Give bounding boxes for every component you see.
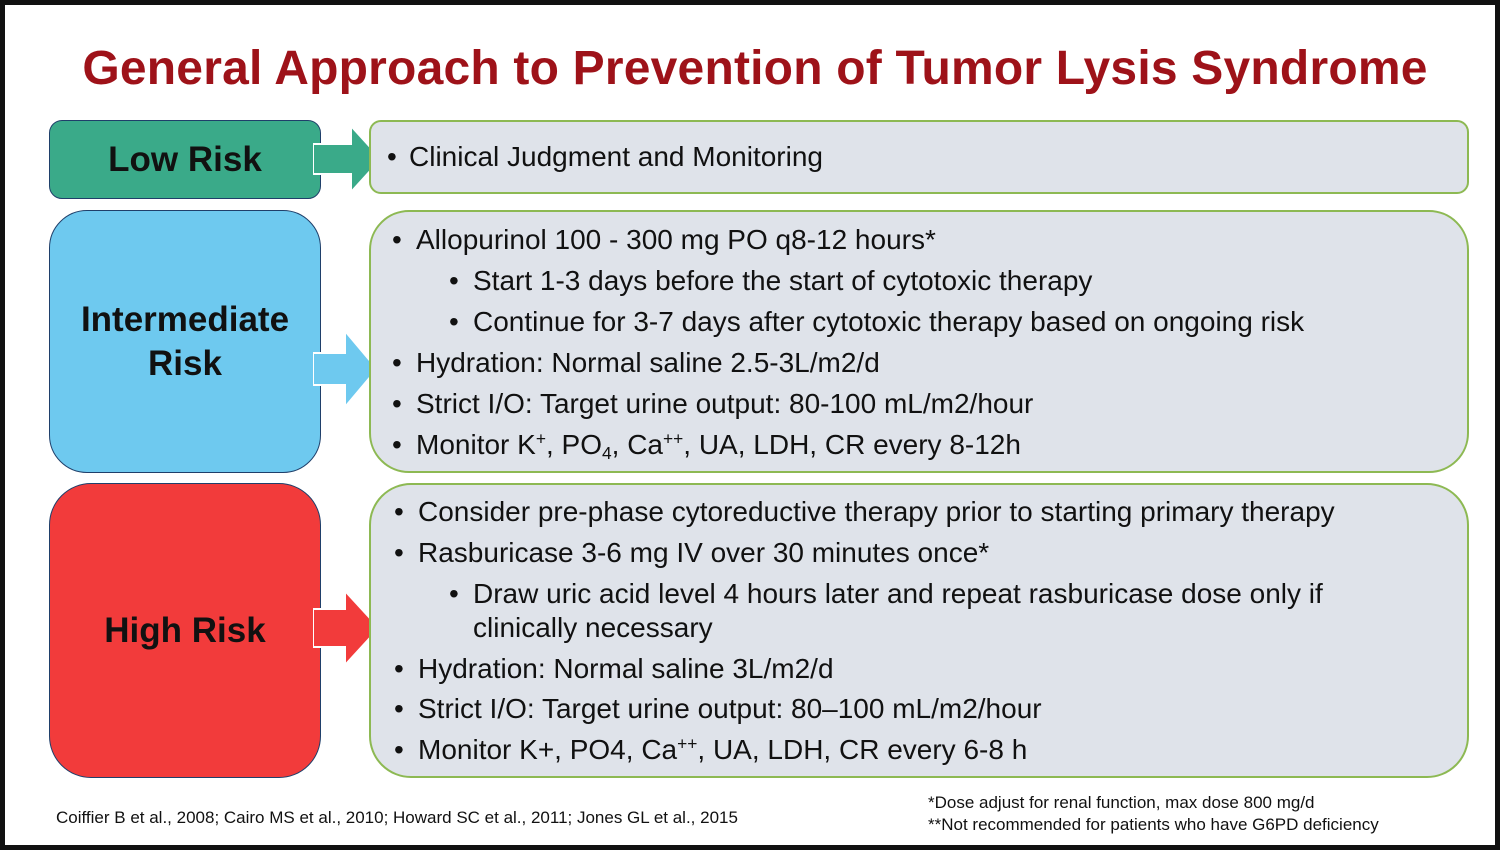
bullet-dot: • — [394, 693, 404, 724]
bullet-dot: • — [387, 141, 397, 172]
references: Coiffier B et al., 2008; Cairo MS et al., 2010; Howard SC et al., 2011; Jones GL et al., 2015 — [56, 808, 738, 827]
bullet-dot: • — [392, 429, 402, 460]
high-bullet-2a — [449, 577, 1433, 645]
intermediate-bullet-2 — [392, 346, 880, 380]
footnote-dose: *Dose adjust for renal function, max dose 800 mg/d — [928, 793, 1315, 812]
high-bullet-4-text: Strict I/O: Target urine output: 80–100 mL/m2/hour — [418, 693, 1042, 724]
intermediate-risk-label-line1: Intermediate — [80, 299, 290, 339]
high-bullet-3-text: Hydration: Normal saline 3L/m2/d — [418, 653, 834, 684]
bullet-dot: • — [449, 578, 459, 609]
high-bullet-5-text: Monitor K+, PO4, Ca++, UA, LDH, CR every 6-8 h — [418, 733, 1028, 765]
bullet-dot: • — [392, 224, 402, 255]
intermediate-bullet-1b — [449, 305, 1305, 339]
footnotes — [928, 792, 1379, 836]
intermediate-bullet-2-text: Hydration: Normal saline 2.5-3L/m2/d — [416, 347, 880, 378]
slide-title: General Approach to Prevention of Tumor Lysis Syndrome — [82, 42, 1428, 95]
intermediate-risk-label-line2: Risk — [148, 343, 222, 383]
intermediate-risk-content — [369, 210, 1469, 473]
high-bullet-2 — [394, 536, 990, 570]
bullet-dot: • — [394, 537, 404, 568]
high-bullet-2a-text: Draw uric acid level 4 hours later and repeat rasburicase dose only if clinically necessary — [473, 578, 1323, 643]
low-risk-label: Low Risk — [108, 139, 262, 179]
intermediate-bullet-3 — [392, 387, 1034, 421]
intermediate-bullet-4 — [392, 428, 1021, 464]
bullet-dot: • — [394, 734, 404, 765]
intermediate-bullet-4-text: Monitor K+, $PO_4$, Ca++, UA, LDH, CR every 8-12h — [416, 428, 1021, 464]
intermediate-bullet-1 — [392, 223, 936, 257]
intermediate-bullet-1b-text: Continue for 3-7 days after cytotoxic therapy based on ongoing risk — [473, 306, 1305, 337]
intermediate-risk-box — [49, 210, 321, 473]
low-risk-bullet — [387, 140, 823, 174]
low-risk-bullet-text: Clinical Judgment and Monitoring — [409, 141, 823, 172]
bullet-dot: • — [394, 496, 404, 527]
high-bullet-3 — [394, 652, 834, 686]
bullet-dot: • — [392, 347, 402, 378]
high-bullet-2-text: Rasburicase 3-6 mg IV over 30 minutes once* — [418, 537, 990, 568]
high-bullet-1 — [394, 495, 1335, 529]
intermediate-bullet-1a-text: Start 1-3 days before the start of cytotoxic therapy — [473, 265, 1093, 296]
high-bullet-5 — [394, 733, 1028, 767]
bullet-dot: • — [392, 388, 402, 419]
intermediate-bullet-1a — [449, 264, 1093, 298]
low-risk-box — [49, 120, 321, 199]
low-risk-content — [369, 120, 1469, 194]
high-risk-box — [49, 483, 321, 778]
high-risk-label: High Risk — [104, 610, 266, 650]
intermediate-risk-arrow-shape — [313, 331, 377, 407]
intermediate-bullet-3-text: Strict I/O: Target urine output: 80-100 mL/m2/hour — [416, 388, 1034, 419]
high-bullet-4 — [394, 692, 1042, 726]
bullet-dot: • — [449, 265, 459, 296]
bullet-dot: • — [449, 306, 459, 337]
high-risk-content — [369, 483, 1469, 778]
high-bullet-1-text: Consider pre-phase cytoreductive therapy prior to starting primary therapy — [418, 496, 1335, 527]
footnote-g6pd: **Not recommended for patients who have G6PD deficiency — [928, 815, 1379, 834]
bullet-dot: • — [394, 653, 404, 684]
intermediate-bullet-1-text: Allopurinol 100 - 300 mg PO q8-12 hours* — [416, 224, 936, 255]
